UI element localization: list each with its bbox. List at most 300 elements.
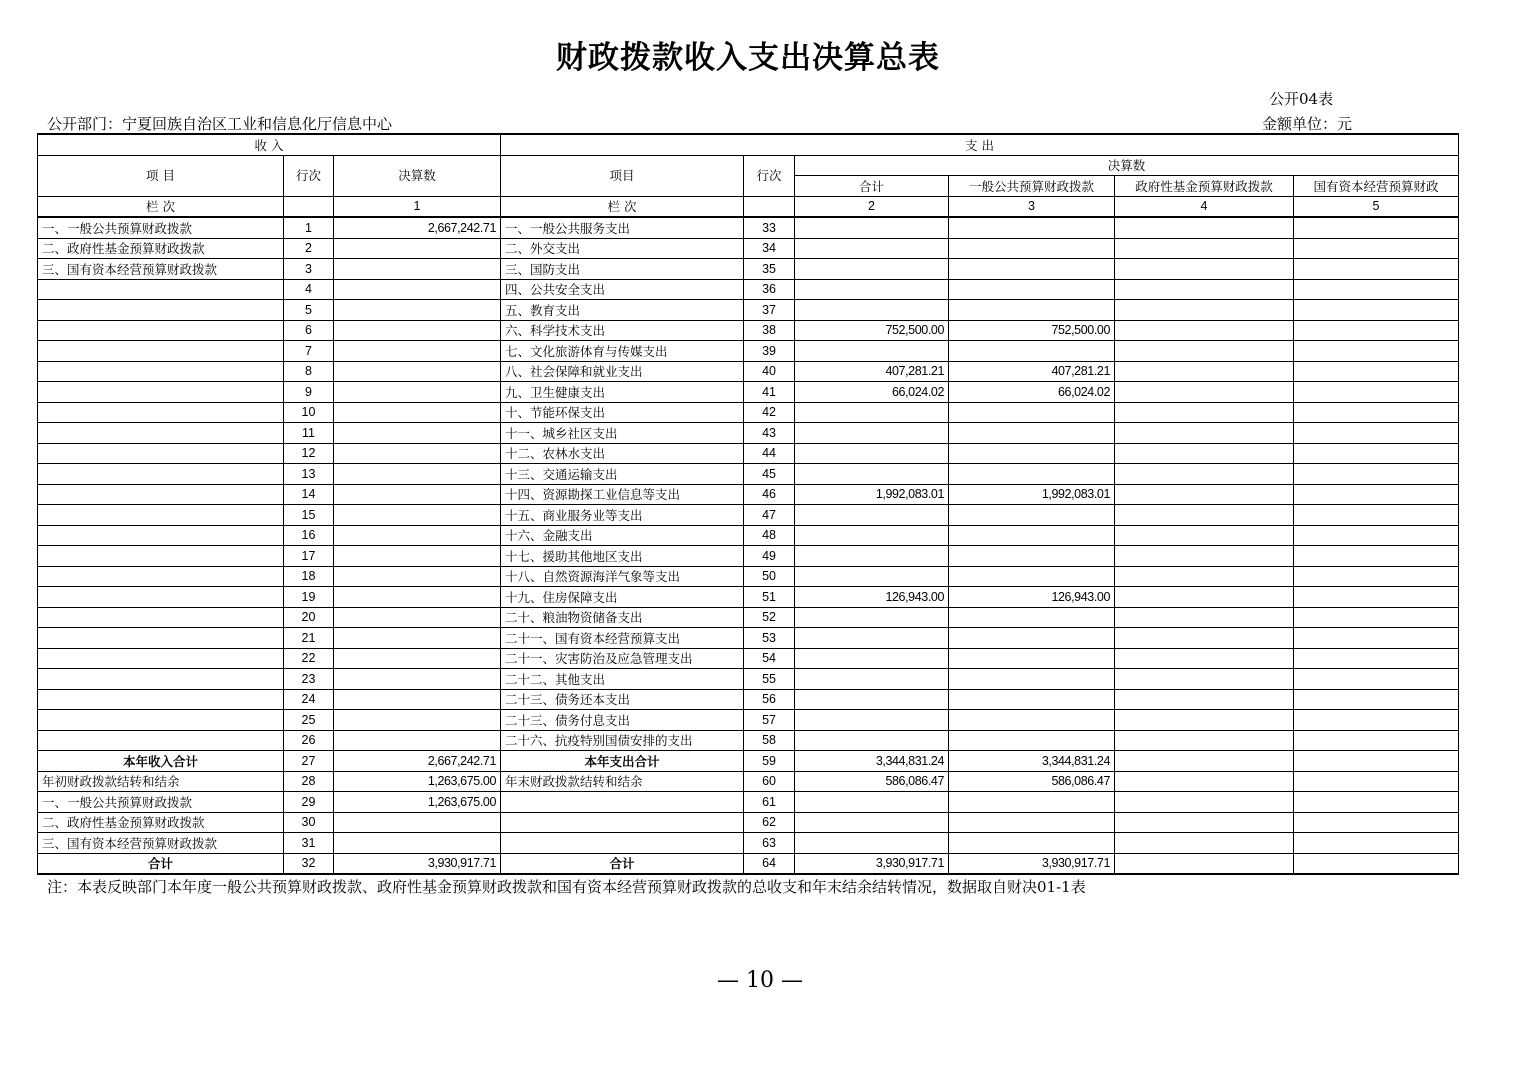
gov-fund-cell — [1115, 566, 1294, 587]
general-public-cell — [949, 546, 1115, 567]
state-capital-cell — [1294, 771, 1459, 792]
table-row — [38, 279, 1459, 300]
amount-unit: 金额单位：元 — [1262, 115, 1353, 133]
expense-total-cell — [795, 628, 949, 649]
income-item-cell — [38, 341, 284, 362]
general-public-cell — [949, 710, 1115, 731]
gov-fund-cell — [1115, 341, 1294, 362]
state-capital-cell — [1294, 361, 1459, 382]
expense-line-cell: 46 — [744, 484, 795, 505]
income-amount-cell — [334, 587, 501, 608]
income-amount-cell: 2,667,242.71 — [334, 751, 501, 772]
expense-line-cell: 49 — [744, 546, 795, 567]
table-body — [38, 217, 1459, 874]
income-amount-cell — [334, 300, 501, 321]
column-index-1: 1 — [334, 196, 501, 217]
table-row — [38, 484, 1459, 505]
column-index-empty — [744, 196, 795, 217]
department-label: 公开部门：宁夏回族自治区工业和信息化厅信息中心 — [47, 115, 393, 133]
income-line-cell: 2 — [284, 238, 334, 259]
gov-fund-cell — [1115, 361, 1294, 382]
expense-line-cell: 59 — [744, 751, 795, 772]
expense-line-cell: 39 — [744, 341, 795, 362]
form-number: 公开04表 — [1269, 90, 1334, 108]
gov-fund-cell — [1115, 279, 1294, 300]
expense-line-cell: 40 — [744, 361, 795, 382]
general-public-cell — [949, 464, 1115, 485]
income-line-cell: 15 — [284, 505, 334, 526]
final-amount-group-header: 决算数 — [795, 155, 1459, 176]
general-public-cell — [949, 279, 1115, 300]
income-section-header: 收 入 — [38, 134, 501, 155]
expense-item-cell: 四、公共安全支出 — [501, 279, 744, 300]
expense-item-cell: 十一、城乡社区支出 — [501, 423, 744, 444]
table-row — [38, 402, 1459, 423]
income-item-cell: 年初财政拨款结转和结余 — [38, 771, 284, 792]
income-amount-cell — [334, 648, 501, 669]
gov-fund-cell — [1115, 853, 1294, 874]
income-amount-cell — [334, 238, 501, 259]
expense-total-cell — [795, 833, 949, 854]
income-item-cell — [38, 484, 284, 505]
table-row — [38, 320, 1459, 341]
table-row — [38, 382, 1459, 403]
state-capital-cell — [1294, 587, 1459, 608]
expense-total-cell — [795, 464, 949, 485]
income-item-cell — [38, 423, 284, 444]
expense-item-cell: 二十三、债务还本支出 — [501, 689, 744, 710]
expense-line-cell: 57 — [744, 710, 795, 731]
general-public-cell — [949, 238, 1115, 259]
income-item-cell — [38, 361, 284, 382]
expense-total-cell — [795, 730, 949, 751]
expense-total-cell — [795, 217, 949, 238]
income-item-header: 项 目 — [38, 155, 284, 196]
expense-item-cell: 二十六、抗疫特别国债安排的支出 — [501, 730, 744, 751]
expense-total-cell — [795, 259, 949, 280]
income-amount-cell — [334, 628, 501, 649]
expense-total-cell: 586,086.47 — [795, 771, 949, 792]
income-item-cell: 二、政府性基金预算财政拨款 — [38, 238, 284, 259]
expense-item-cell: 本年支出合计 — [501, 751, 744, 772]
state-capital-cell — [1294, 710, 1459, 731]
expense-line-cell: 37 — [744, 300, 795, 321]
footnote: 注：本表反映部门本年度一般公共预算财政拨款、政府性基金预算财政拨款和国有资本经营预算财政拨款的总收支和年末结余结转情况，数据取自财决01-1表 — [47, 878, 1086, 896]
income-item-cell: 合计 — [38, 853, 284, 874]
state-capital-cell — [1294, 464, 1459, 485]
income-item-cell — [38, 464, 284, 485]
general-public-cell — [949, 423, 1115, 444]
income-item-cell: 一、一般公共预算财政拨款 — [38, 217, 284, 238]
gov-fund-cell — [1115, 259, 1294, 280]
expense-line-cell: 35 — [744, 259, 795, 280]
table-row — [38, 259, 1459, 280]
state-capital-cell — [1294, 259, 1459, 280]
column-index-3: 3 — [949, 196, 1115, 217]
expense-item-cell: 年末财政拨款结转和结余 — [501, 771, 744, 792]
gov-fund-cell — [1115, 300, 1294, 321]
column-index-4: 4 — [1115, 196, 1294, 217]
expense-item-cell: 八、社会保障和就业支出 — [501, 361, 744, 382]
state-capital-cell — [1294, 484, 1459, 505]
income-line-cell: 26 — [284, 730, 334, 751]
income-item-cell — [38, 402, 284, 423]
table-row — [38, 341, 1459, 362]
state-capital-cell — [1294, 648, 1459, 669]
general-public-cell — [949, 566, 1115, 587]
expense-line-cell: 47 — [744, 505, 795, 526]
income-item-cell — [38, 300, 284, 321]
general-public-cell — [949, 341, 1115, 362]
expense-total-cell — [795, 238, 949, 259]
state-capital-cell — [1294, 812, 1459, 833]
expense-total-cell: 3,344,831.24 — [795, 751, 949, 772]
expense-total-cell: 3,930,917.71 — [795, 853, 949, 874]
income-amount-cell: 2,667,242.71 — [334, 217, 501, 238]
table-row — [38, 792, 1459, 813]
income-line-cell: 24 — [284, 689, 334, 710]
expense-item-cell: 二十一、灾害防治及应急管理支出 — [501, 648, 744, 669]
expense-item-cell — [501, 833, 744, 854]
income-amount-cell — [334, 812, 501, 833]
income-amount-cell — [334, 710, 501, 731]
income-item-cell — [38, 587, 284, 608]
gov-fund-cell — [1115, 751, 1294, 772]
gov-fund-cell — [1115, 730, 1294, 751]
income-amount-cell — [334, 279, 501, 300]
income-line-cell: 3 — [284, 259, 334, 280]
gov-fund-cell — [1115, 423, 1294, 444]
table-row — [38, 525, 1459, 546]
table-row — [38, 587, 1459, 608]
income-item-cell — [38, 443, 284, 464]
income-item-cell — [38, 546, 284, 567]
state-capital-cell — [1294, 217, 1459, 238]
state-capital-cell — [1294, 566, 1459, 587]
income-amount-cell — [334, 546, 501, 567]
general-public-cell — [949, 792, 1115, 813]
income-amount-cell — [334, 259, 501, 280]
table-row — [38, 217, 1459, 238]
state-capital-cell — [1294, 525, 1459, 546]
income-item-cell — [38, 607, 284, 628]
state-capital-cell — [1294, 751, 1459, 772]
income-item-cell: 二、政府性基金预算财政拨款 — [38, 812, 284, 833]
expense-item-cell: 合计 — [501, 853, 744, 874]
income-amount-cell — [334, 423, 501, 444]
income-amount-cell — [334, 669, 501, 690]
income-amount-cell — [334, 505, 501, 526]
expense-item-cell: 十三、交通运输支出 — [501, 464, 744, 485]
expense-total-cell — [795, 423, 949, 444]
expense-column-label: 栏 次 — [501, 196, 744, 217]
general-public-cell: 752,500.00 — [949, 320, 1115, 341]
income-line-cell: 30 — [284, 812, 334, 833]
income-amount-cell — [334, 341, 501, 362]
header-row-column-index — [38, 196, 1459, 217]
general-public-cell — [949, 607, 1115, 628]
income-item-cell: 三、国有资本经营预算财政拨款 — [38, 259, 284, 280]
income-line-cell: 31 — [284, 833, 334, 854]
expense-line-cell: 41 — [744, 382, 795, 403]
expense-total-cell — [795, 812, 949, 833]
income-line-cell: 6 — [284, 320, 334, 341]
state-capital-cell — [1294, 669, 1459, 690]
expense-item-cell: 二十一、国有资本经营预算支出 — [501, 628, 744, 649]
income-item-cell — [38, 669, 284, 690]
expense-total-cell — [795, 525, 949, 546]
expense-item-cell: 十四、资源勘探工业信息等支出 — [501, 484, 744, 505]
gov-fund-cell — [1115, 217, 1294, 238]
income-line-cell: 22 — [284, 648, 334, 669]
general-public-cell — [949, 689, 1115, 710]
expense-line-cell: 53 — [744, 628, 795, 649]
gov-fund-cell — [1115, 812, 1294, 833]
expense-line-cell: 36 — [744, 279, 795, 300]
general-public-cell — [949, 402, 1115, 423]
table-row — [38, 546, 1459, 567]
general-public-cell — [949, 505, 1115, 526]
expense-item-cell: 二十二、其他支出 — [501, 669, 744, 690]
table-row — [38, 607, 1459, 628]
income-amount-cell — [334, 607, 501, 628]
income-amount-cell — [334, 382, 501, 403]
expense-total-cell — [795, 505, 949, 526]
table-row — [38, 238, 1459, 259]
table-row — [38, 566, 1459, 587]
expense-line-header: 行次 — [744, 155, 795, 196]
gov-fund-cell — [1115, 464, 1294, 485]
gov-fund-cell — [1115, 628, 1294, 649]
expense-line-cell: 51 — [744, 587, 795, 608]
income-amount-cell — [334, 361, 501, 382]
gov-fund-cell — [1115, 587, 1294, 608]
gov-fund-cell — [1115, 546, 1294, 567]
table-row — [38, 853, 1459, 874]
expense-line-cell: 50 — [744, 566, 795, 587]
income-line-cell: 29 — [284, 792, 334, 813]
expense-total-cell: 1,992,083.01 — [795, 484, 949, 505]
general-public-cell — [949, 669, 1115, 690]
expense-item-cell: 十八、自然资源海洋气象等支出 — [501, 566, 744, 587]
total-header: 合计 — [795, 176, 949, 197]
expense-item-cell: 九、卫生健康支出 — [501, 382, 744, 403]
income-item-cell — [38, 382, 284, 403]
income-amount-cell: 1,263,675.00 — [334, 792, 501, 813]
income-item-cell — [38, 566, 284, 587]
header-row-sections — [38, 134, 1459, 155]
gov-fund-header: 政府性基金预算财政拨款 — [1115, 176, 1294, 197]
general-public-cell — [949, 628, 1115, 649]
gov-fund-cell — [1115, 669, 1294, 690]
gov-fund-cell — [1115, 382, 1294, 403]
gov-fund-cell — [1115, 484, 1294, 505]
general-public-cell: 3,344,831.24 — [949, 751, 1115, 772]
income-line-cell: 32 — [284, 853, 334, 874]
income-line-cell: 9 — [284, 382, 334, 403]
expense-line-cell: 64 — [744, 853, 795, 874]
expense-section-header: 支 出 — [501, 134, 1459, 155]
table-row — [38, 505, 1459, 526]
general-public-cell — [949, 730, 1115, 751]
general-public-cell: 586,086.47 — [949, 771, 1115, 792]
income-amount-cell — [334, 689, 501, 710]
general-public-cell: 126,943.00 — [949, 587, 1115, 608]
column-index-empty — [284, 196, 334, 217]
expense-item-cell: 一、一般公共服务支出 — [501, 217, 744, 238]
expense-total-cell — [795, 669, 949, 690]
general-public-cell: 1,992,083.01 — [949, 484, 1115, 505]
expense-item-cell: 二十三、债务付息支出 — [501, 710, 744, 731]
income-line-cell: 27 — [284, 751, 334, 772]
state-capital-cell — [1294, 505, 1459, 526]
general-public-cell — [949, 300, 1115, 321]
income-item-cell — [38, 505, 284, 526]
expense-line-cell: 61 — [744, 792, 795, 813]
expense-total-cell — [795, 402, 949, 423]
income-amount-cell — [334, 833, 501, 854]
income-line-cell: 10 — [284, 402, 334, 423]
expense-total-cell — [795, 566, 949, 587]
expense-total-cell — [795, 443, 949, 464]
table-row — [38, 423, 1459, 444]
general-public-cell — [949, 525, 1115, 546]
expense-total-cell: 407,281.21 — [795, 361, 949, 382]
state-capital-cell — [1294, 279, 1459, 300]
table-row — [38, 443, 1459, 464]
expense-line-cell: 56 — [744, 689, 795, 710]
general-public-cell: 66,024.02 — [949, 382, 1115, 403]
income-amount-cell — [334, 443, 501, 464]
expense-total-cell — [795, 341, 949, 362]
income-line-cell: 11 — [284, 423, 334, 444]
expense-line-cell: 55 — [744, 669, 795, 690]
gov-fund-cell — [1115, 607, 1294, 628]
expense-item-cell: 十、节能环保支出 — [501, 402, 744, 423]
expense-line-cell: 58 — [744, 730, 795, 751]
expense-line-cell: 44 — [744, 443, 795, 464]
expense-line-cell: 62 — [744, 812, 795, 833]
header-row-columns — [38, 155, 1459, 176]
general-public-cell — [949, 443, 1115, 464]
income-line-header: 行次 — [284, 155, 334, 196]
income-amount-cell — [334, 484, 501, 505]
expense-line-cell: 63 — [744, 833, 795, 854]
income-line-cell: 14 — [284, 484, 334, 505]
expense-item-cell: 十六、金融支出 — [501, 525, 744, 546]
income-line-cell: 23 — [284, 669, 334, 690]
income-amount-cell — [334, 320, 501, 341]
expense-total-cell — [795, 546, 949, 567]
income-item-cell — [38, 628, 284, 649]
state-capital-cell — [1294, 238, 1459, 259]
state-capital-cell — [1294, 792, 1459, 813]
income-amount-cell — [334, 402, 501, 423]
general-public-cell — [949, 217, 1115, 238]
gov-fund-cell — [1115, 320, 1294, 341]
income-item-cell — [38, 320, 284, 341]
income-line-cell: 1 — [284, 217, 334, 238]
income-line-cell: 8 — [284, 361, 334, 382]
expense-item-cell: 六、科学技术支出 — [501, 320, 744, 341]
expense-item-cell: 七、文化旅游体育与传媒支出 — [501, 341, 744, 362]
income-item-cell: 三、国有资本经营预算财政拨款 — [38, 833, 284, 854]
gov-fund-cell — [1115, 689, 1294, 710]
expense-item-cell: 十九、住房保障支出 — [501, 587, 744, 608]
gov-fund-cell — [1115, 505, 1294, 526]
expense-total-cell — [795, 300, 949, 321]
expense-item-cell: 二十、粮油物资储备支出 — [501, 607, 744, 628]
income-line-cell: 21 — [284, 628, 334, 649]
expense-item-cell: 十五、商业服务业等支出 — [501, 505, 744, 526]
table-row — [38, 464, 1459, 485]
state-capital-cell — [1294, 341, 1459, 362]
gov-fund-cell — [1115, 525, 1294, 546]
state-capital-cell — [1294, 730, 1459, 751]
fiscal-summary-table — [37, 133, 1459, 875]
gov-fund-cell — [1115, 402, 1294, 423]
expense-total-cell: 66,024.02 — [795, 382, 949, 403]
income-amount-cell — [334, 525, 501, 546]
table-row — [38, 751, 1459, 772]
expense-item-cell: 五、教育支出 — [501, 300, 744, 321]
expense-total-cell — [795, 710, 949, 731]
expense-line-cell: 60 — [744, 771, 795, 792]
expense-line-cell: 34 — [744, 238, 795, 259]
expense-item-cell — [501, 812, 744, 833]
state-capital-cell — [1294, 607, 1459, 628]
table-row — [38, 669, 1459, 690]
income-item-cell: 一、一般公共预算财政拨款 — [38, 792, 284, 813]
income-item-cell — [38, 710, 284, 731]
income-line-cell: 16 — [284, 525, 334, 546]
page-number: — 10 — — [717, 968, 803, 993]
gov-fund-cell — [1115, 443, 1294, 464]
income-line-cell: 13 — [284, 464, 334, 485]
expense-item-cell: 三、国防支出 — [501, 259, 744, 280]
income-amount-cell — [334, 566, 501, 587]
expense-item-cell — [501, 792, 744, 813]
income-line-cell: 18 — [284, 566, 334, 587]
state-capital-cell — [1294, 546, 1459, 567]
state-capital-cell — [1294, 423, 1459, 444]
gov-fund-cell — [1115, 710, 1294, 731]
expense-item-cell: 二、外交支出 — [501, 238, 744, 259]
general-public-cell: 3,930,917.71 — [949, 853, 1115, 874]
state-capital-cell — [1294, 320, 1459, 341]
income-item-cell — [38, 648, 284, 669]
income-line-cell: 4 — [284, 279, 334, 300]
gov-fund-cell — [1115, 771, 1294, 792]
state-capital-cell — [1294, 402, 1459, 423]
general-public-cell — [949, 833, 1115, 854]
gov-fund-cell — [1115, 238, 1294, 259]
income-amount-cell: 3,930,917.71 — [334, 853, 501, 874]
table-row — [38, 628, 1459, 649]
income-item-cell — [38, 730, 284, 751]
table-row — [38, 300, 1459, 321]
table-row — [38, 689, 1459, 710]
table-row — [38, 648, 1459, 669]
expense-line-cell: 45 — [744, 464, 795, 485]
income-amount-header: 决算数 — [334, 155, 501, 196]
expense-line-cell: 48 — [744, 525, 795, 546]
page-title: 财政拨款收入支出决算总表 — [556, 40, 940, 76]
state-capital-cell — [1294, 628, 1459, 649]
state-capital-header: 国有资本经营预算财政 — [1294, 176, 1459, 197]
table-row — [38, 833, 1459, 854]
state-capital-cell — [1294, 689, 1459, 710]
